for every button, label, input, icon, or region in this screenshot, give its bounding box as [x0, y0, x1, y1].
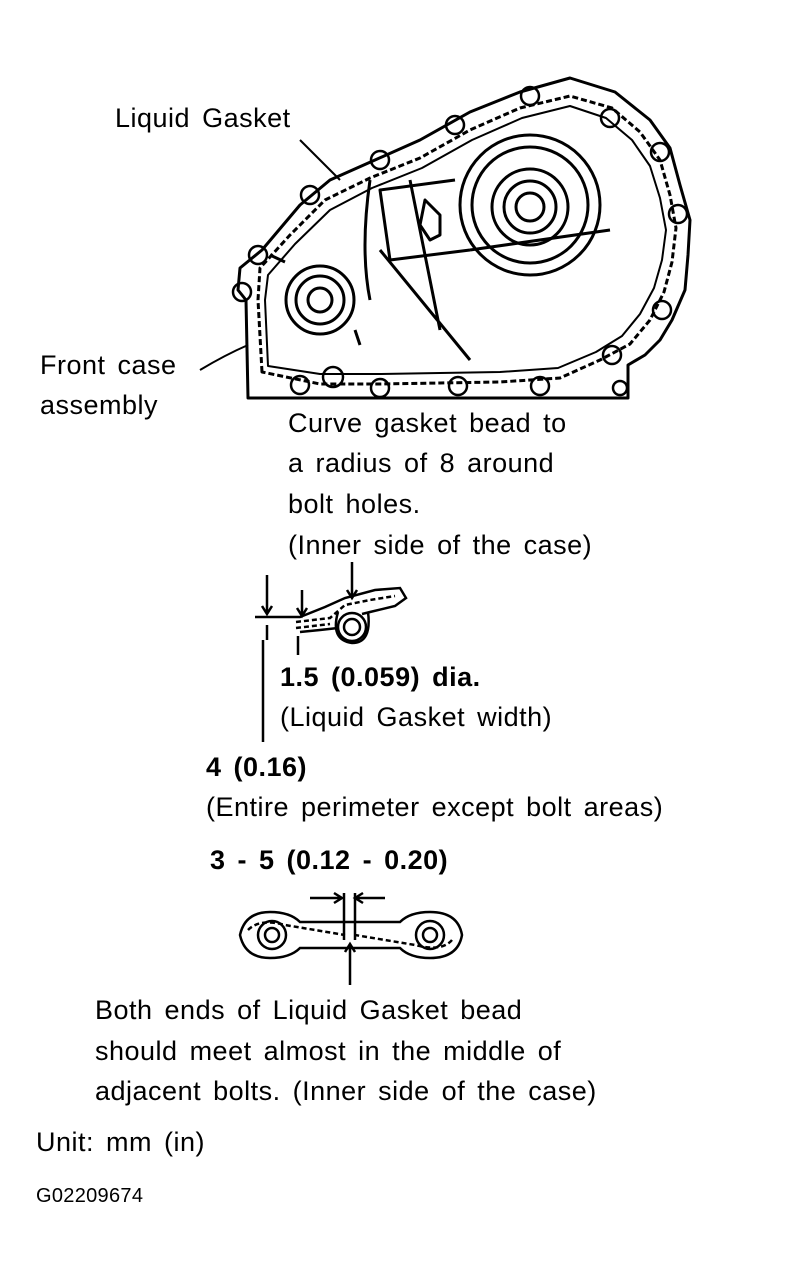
front-case-label-line2: assembly	[40, 390, 159, 420]
figure-id: G02209674	[36, 1185, 144, 1207]
unit-label: Unit: mm (in)	[36, 1127, 205, 1157]
bead-dia-label: 1.5 (0.059) dia.	[280, 662, 481, 692]
liquid-gasket-label: Liquid Gasket	[115, 103, 291, 133]
curve-note-line1: Curve gasket bead to	[288, 408, 567, 438]
overlap-dim-label: 3 - 5 (0.12 - 0.20)	[210, 845, 449, 875]
bead-dia-note: (Liquid Gasket width)	[280, 702, 553, 732]
ends-note-line3: adjacent bolts. (Inner side of the case)	[95, 1076, 597, 1106]
bead-overlap-detail	[240, 893, 462, 985]
front-case-label-line1: Front case	[40, 350, 177, 380]
ends-note-line1: Both ends of Liquid Gasket bead	[95, 995, 523, 1025]
ends-note-line2: should meet almost in the middle of	[95, 1036, 562, 1066]
curve-note-line4: (Inner side of the case)	[288, 530, 593, 560]
curve-note-line3: bolt holes.	[288, 489, 421, 519]
perimeter-note: (Entire perimeter except bolt areas)	[206, 792, 664, 822]
perimeter-dim-label: 4 (0.16)	[206, 752, 308, 782]
curve-note-line2: a radius of 8 around	[288, 448, 555, 478]
